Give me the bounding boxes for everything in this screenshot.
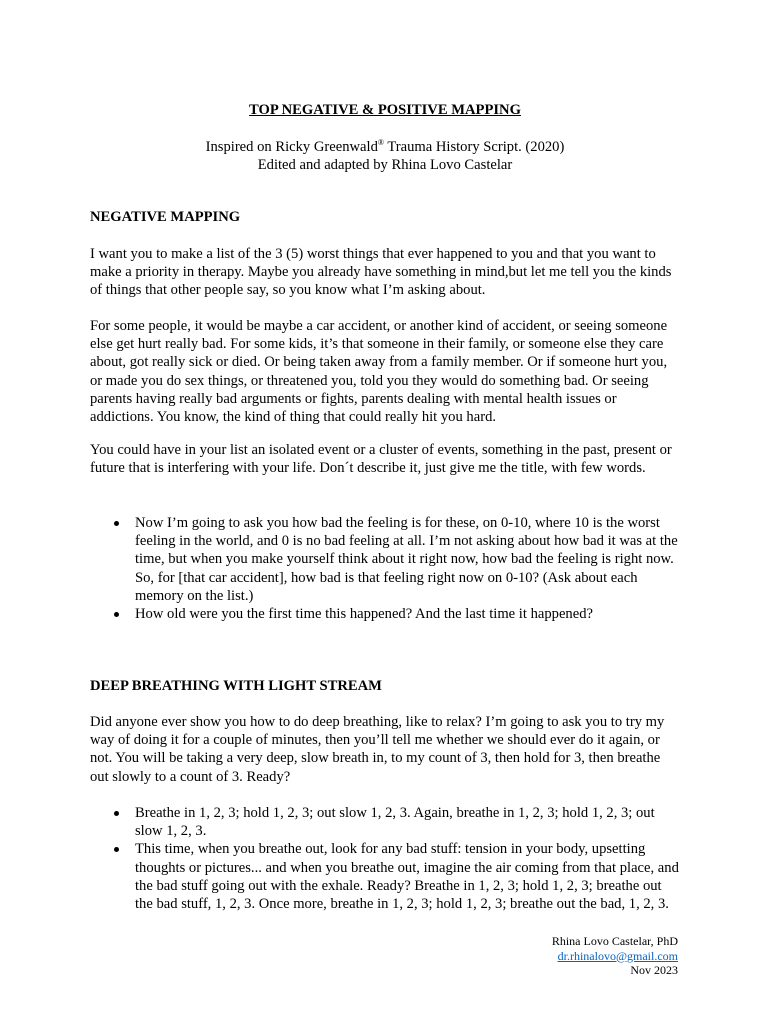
negative-mapping-paragraph-3: You could have in your list an isolated event or a cluster of events, something in the past, present or future that is interfering with your life. Don´t describe it, just give me the title, with few words.: [90, 442, 672, 477]
subtitle-inspired: Inspired on Ricky Greenwald: [205, 139, 378, 155]
document-title: TOP NEGATIVE & POSITIVE MAPPING: [249, 102, 521, 118]
footer-date: Nov 2023: [630, 963, 678, 977]
list-item: [90, 605, 680, 623]
deep-breathing-heading: DEEP BREATHING WITH LIGHT STREAM: [90, 678, 382, 694]
list-item-text: Now I’m going to ask you how bad the feeling is for these, on 0-10, where 10 is the worst feeling in the world, and 0 is no bad feeling at all. I’m not asking about how bad it was at the time, but when you make yourself think about it right now, how bad the feeling is right now. So, for [that car accident], how bad is that feeling right now on 0-10? (Ask about each memory on the list.): [135, 515, 678, 604]
list-item-text: This time, when you breathe out, look for any bad stuff: tension in your body, upsetting thoughts or pictures... and when you breathe out, imagine the air coming from that place, and the bad stuff going out with the exhale. Ready? Breathe in 1, 2, 3; hold 1, 2, 3; breathe out the bad stuff, 1, 2, 3. Once more, breathe in 1, 2, 3; hold 1, 2, 3; breathe out the bad, 1, 2, 3.: [135, 841, 679, 913]
subtitle-line-1: [90, 138, 680, 156]
document-footer: [552, 934, 678, 978]
list-item: [90, 514, 680, 605]
footer-author: Rhina Lovo Castelar, PhD: [551, 934, 678, 948]
negative-mapping-bullet-list: [90, 514, 680, 623]
list-item-text: Breathe in 1, 2, 3; hold 1, 2, 3; out slow 1, 2, 3. Again, breathe in 1, 2, 3; hold 1, 2, 3; out slow 1, 2, 3.: [135, 805, 655, 840]
deep-breathing-bullet-list: [90, 804, 680, 913]
bullet-icon: [114, 521, 119, 526]
negative-mapping-heading: NEGATIVE MAPPING: [90, 209, 241, 225]
list-item-text: How old were you the first time this happened? And the last time it happened?: [135, 606, 593, 623]
bullet-icon: [114, 847, 119, 852]
list-item: [90, 804, 680, 840]
bullet-icon: [114, 811, 119, 816]
bullet-icon: [114, 612, 119, 617]
subtitle-script: Trauma History Script. (2020): [383, 139, 565, 155]
subtitle-line-2: Edited and adapted by Rhina Lovo Castelar: [257, 157, 513, 174]
list-item: [90, 840, 680, 913]
negative-mapping-paragraph-2: For some people, it would be maybe a car accident, or another kind of accident, or seeing someone else get hurt really bad. For some kids, it’s that someone in their family, or someone else they care about, got really sick or died. Or being taken away from a family member. Or if someone hurt you, or made you do sex things, or threatened you, told you they would do something bad. Or seeing parents having really bad arguments or fights, parents dealing with mental health issues or addictions. You know, the kind of thing that could really hit you hard.: [90, 318, 668, 426]
deep-breathing-paragraph: Did anyone ever show you how to do deep breathing, like to relax? I’m going to ask you to try my way of doing it for a couple of minutes, then you’ll tell me whether we should ever do it again, or not. You will be taking a very deep, slow breath in, to my count of 3, then hold for 3, then breathe out slowly to a count of 3. Ready?: [90, 714, 665, 785]
footer-email-link[interactable]: dr.rhinalovo@gmail.com: [557, 948, 678, 963]
negative-mapping-paragraph-1: I want you to make a list of the 3 (5) worst things that ever happened to you and that you want to make a priority in therapy. Maybe you already have something in mind,but let me tell you the kinds of things that other people say, so you know what I’m asking about.: [90, 246, 672, 299]
document-subtitle: [90, 138, 680, 174]
registered-mark: ®: [377, 138, 384, 148]
